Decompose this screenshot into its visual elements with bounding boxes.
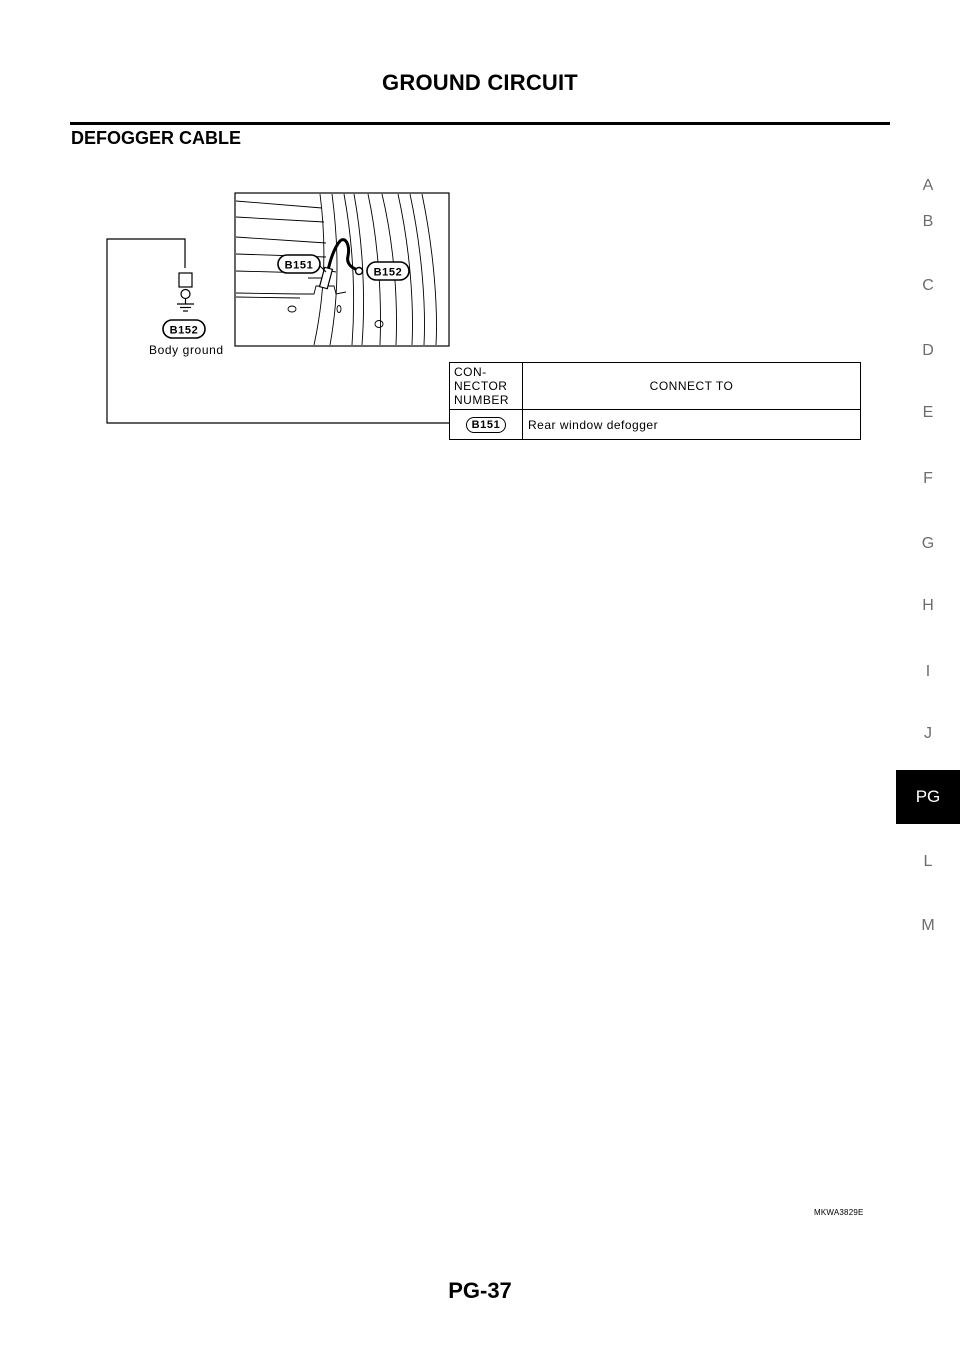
ground-connector-label: B152 [169,324,199,337]
connector-number-header-text: CON- NECTOR NUMBER [454,365,510,407]
side-index-f[interactable]: F [923,470,933,487]
table-row [450,410,861,440]
side-index-g[interactable]: G [921,535,935,552]
connect-to-cell: Rear window defogger [523,410,861,440]
side-index-m[interactable]: M [921,917,935,934]
side-index-c[interactable]: C [922,277,934,294]
side-index-d[interactable]: D [922,342,934,359]
side-index-i[interactable]: I [925,663,931,680]
connector-table-header-row [450,363,861,410]
side-index-h[interactable]: H [922,597,934,614]
callout-b152-label: B152 [373,266,403,279]
ground-symbol-icon [177,273,194,311]
side-index-l[interactable]: L [923,853,933,870]
connector-number-header [450,363,523,410]
section-title: DEFOGGER CABLE [71,128,242,148]
connector-number-cell [450,410,523,440]
side-index-j[interactable]: J [924,725,932,742]
callout-b151-label: B151 [284,259,314,272]
connect-to-header: CONNECT TO [523,363,861,410]
figure-code: MKWA3829E [814,1208,864,1217]
side-index-e[interactable]: E [922,404,934,421]
ground-connector-tag [163,320,205,338]
side-index-b[interactable]: B [922,213,934,230]
vehicle-body-illustration [235,193,449,346]
side-index-pg-active[interactable]: PG [896,770,960,824]
page-number: PG-37 [448,1278,512,1303]
page-header-title: GROUND CIRCUIT [382,70,578,95]
connector-b151-tag: B151 [466,417,507,433]
body-ground-label: Body ground [149,343,224,357]
side-index-a[interactable]: A [922,177,934,194]
connector-table [449,362,861,440]
